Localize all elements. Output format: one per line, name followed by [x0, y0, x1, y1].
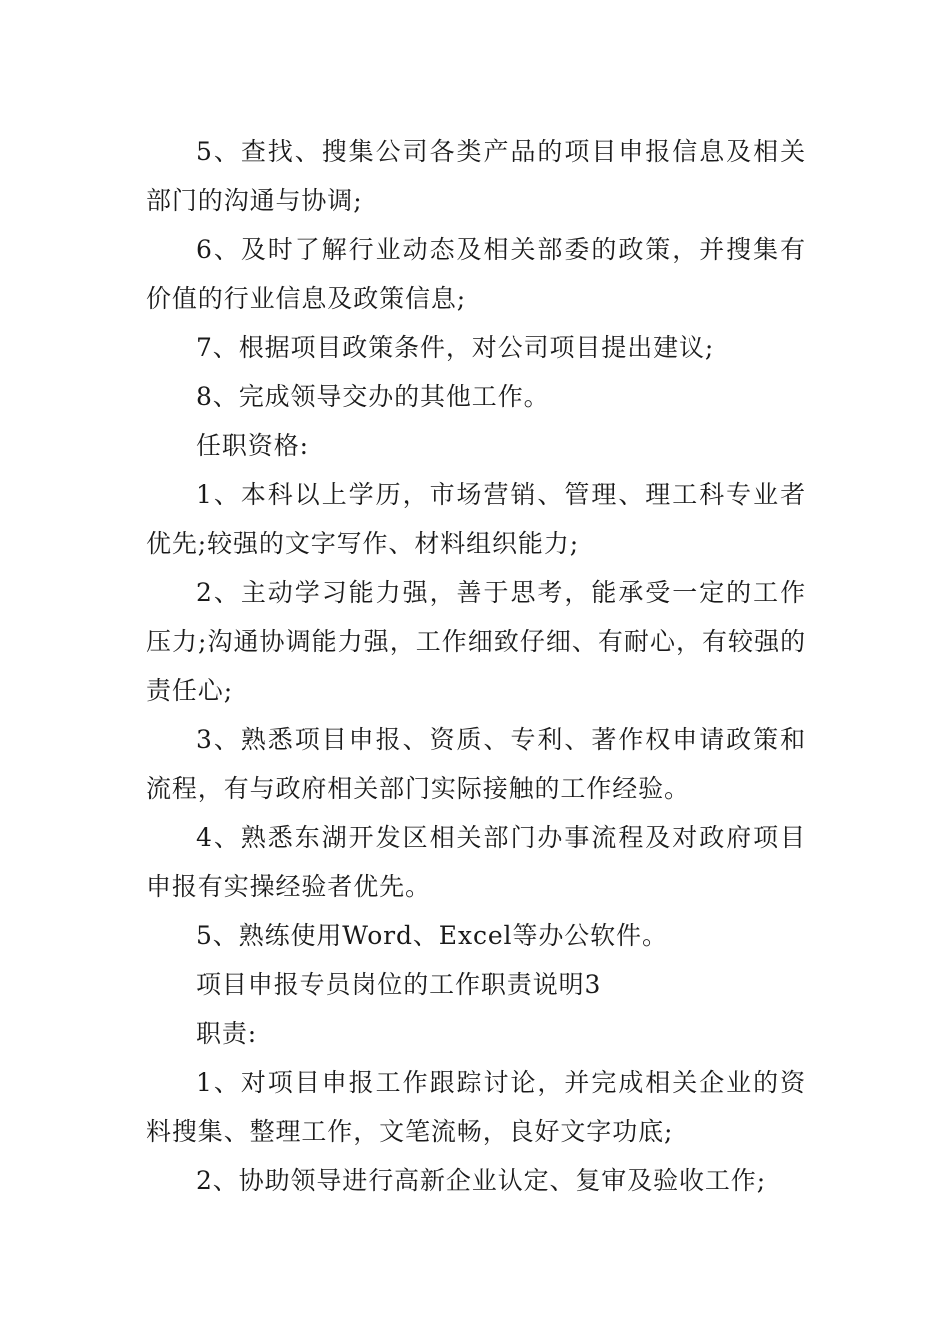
paragraph-duty-7: 7、根据项目政策条件，对公司项目提出建议; [196, 333, 715, 362]
document-body [146, 127, 806, 1205]
paragraph-duty-5: 5、查找、搜集公司各类产品的项目申报信息及相关部门的沟通与协调; [146, 137, 806, 215]
section-heading-qualifications: 任职资格: [196, 431, 309, 460]
paragraph-duty-8: 8、完成领导交办的其他工作。 [196, 382, 550, 411]
paragraph-qualification-1: 1、本科以上学历，市场营销、管理、理工科专业者优先;较强的文字写作、材料组织能力; [146, 480, 806, 558]
paragraph-duty-3-2: 2、协助领导进行高新企业认定、复审及验收工作; [196, 1166, 767, 1195]
paragraph-qualification-4: 4、熟悉东湖开发区相关部门办事流程及对政府项目申报有实操经验者优先。 [146, 823, 806, 901]
section-title-job-description-3: 项目申报专员岗位的工作职责说明3 [196, 970, 602, 999]
paragraph-duty-3-1: 1、对项目申报工作跟踪讨论，并完成相关企业的资料搜集、整理工作，文笔流畅，良好文字功底; [146, 1068, 806, 1146]
paragraph-qualification-5: 5、熟练使用Word、Excel等办公软件。 [196, 921, 668, 950]
section-heading-duties: 职责: [196, 1019, 258, 1048]
paragraph-qualification-3: 3、熟悉项目申报、资质、专利、著作权申请政策和流程，有与政府相关部门实际接触的工作经验。 [146, 725, 806, 803]
paragraph-duty-6: 6、及时了解行业动态及相关部委的政策，并搜集有价值的行业信息及政策信息; [146, 235, 806, 313]
paragraph-qualification-2: 2、主动学习能力强，善于思考，能承受一定的工作压力;沟通协调能力强，工作细致仔细、有耐心，有较强的责任心; [146, 578, 806, 705]
